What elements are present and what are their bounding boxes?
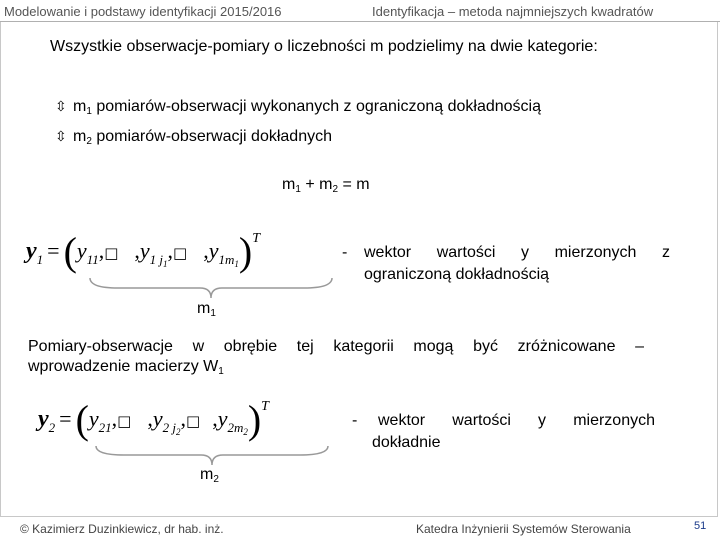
bullet-item-2: ⇳ $m_2$ pomiarów-obserwacji dokładnych (55, 128, 332, 147)
desc1-dash: - (342, 244, 348, 261)
equation-y2: $y_2$ = ($y_{21},□$ $,y_{2 j2},□$ $,y_{2m2})T$ (38, 397, 269, 442)
desc1-line2: ograniczoną dokładnością (364, 266, 550, 283)
sum-equation: $m_1 + m_2 = m$ (282, 176, 370, 195)
equation-y1: $y_1$ = ($y_{11},□$ $,y_{1 j1},□$ $,y_{1m1})T$ (26, 229, 261, 274)
brace-m2 (94, 444, 330, 468)
brace-m1 (88, 276, 334, 302)
paragraph-line1: Pomiary-obserwacje w obrębie tej kategorii mogą być zróżnicowane – (28, 338, 644, 355)
footer-author: © Kazimierz Duzinkiewicz, dr hab. inż. (20, 522, 224, 536)
header-course-title: Modelowanie i podstawy identyfikacji 2015/2016 (4, 4, 282, 19)
paragraph-line2: wprowadzenie macierzy $W_1$ (28, 358, 224, 377)
header-topic-title: Identyfikacja – metoda najmniejszych kwadratów (372, 4, 654, 19)
desc2-line1: wektor wartości y mierzonych (378, 412, 655, 429)
arrow-bullet-icon: ⇳ (55, 128, 67, 144)
page-number: 51 (694, 520, 707, 532)
intro-text: Wszystkie obserwacje-pomiary o liczebności m podzielimy na dwie kategorie: (50, 38, 598, 55)
desc1-line1: wektor wartości y mierzonych z (364, 244, 670, 261)
desc2-dash: - (352, 412, 358, 429)
bullet-item-1: ⇳ $m_1$ pomiarów-obserwacji wykonanych z ograniczoną dokładnością (55, 98, 542, 117)
arrow-bullet-icon: ⇳ (55, 98, 67, 114)
brace-label-m2: $m_2$ (200, 466, 219, 485)
footer-department: Katedra Inżynierii Systemów Sterowania (416, 522, 631, 536)
desc2-line2: dokładnie (372, 434, 441, 451)
brace-label-m1: $m_1$ (197, 300, 216, 319)
